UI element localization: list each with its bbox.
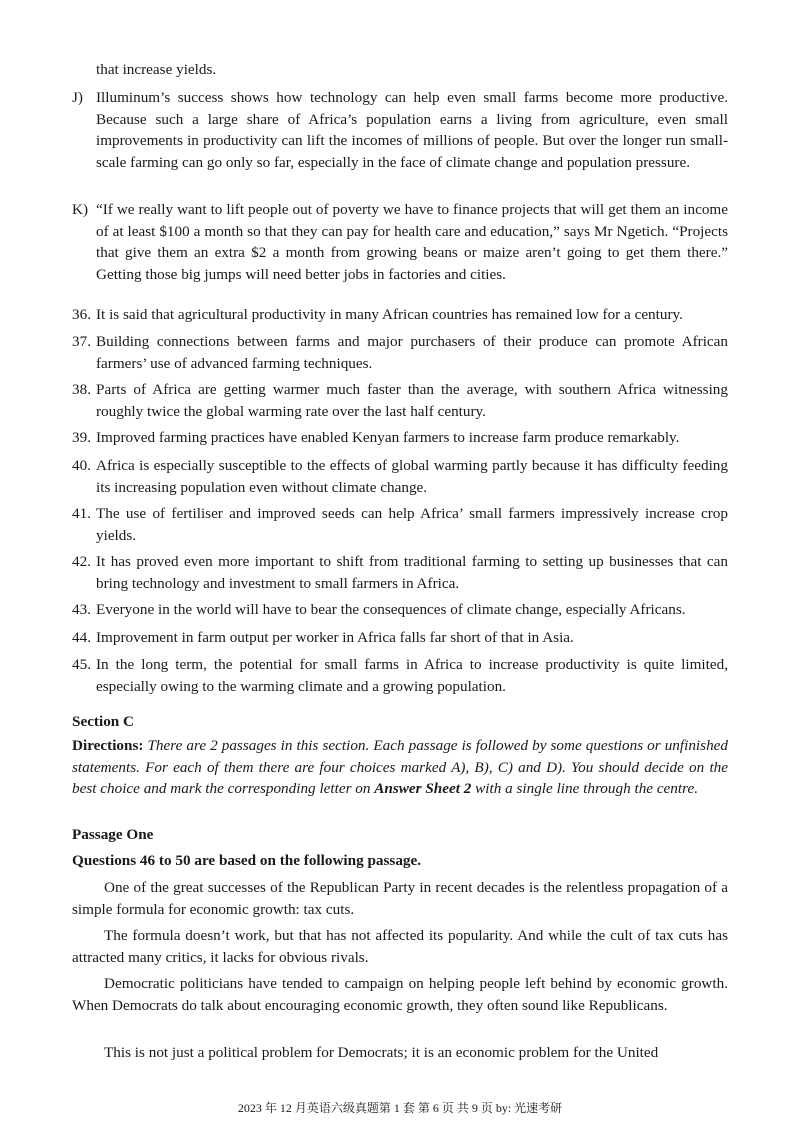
question-number: 37.	[72, 333, 91, 350]
question-number: 44.	[72, 629, 91, 646]
question-38	[72, 379, 728, 422]
question-40	[72, 455, 728, 498]
question-text: It is said that agricultural productivity in many African countries has remained low for a century.	[96, 306, 683, 323]
paragraph-text: “If we really want to lift people out of poverty we have to finance projects that will get them an income of at least $100 a month so that they can pay for health care and education,” says Mr Ngetich. “Projects that give them an extra $2 a month from growing beans or maize aren’t going to get them there.” Getting those big jumps will need better jobs in factories and cities.	[96, 201, 728, 283]
question-text: Improved farming practices have enabled Kenyan farmers to increase farm produce remarkably.	[96, 429, 680, 446]
page-footer: 2023 年 12 月英语六级真题第 1 套 第 6 页 共 9 页 by: 光速考研	[237, 1101, 563, 1115]
paragraph-text: Illuminum’s success shows how technology can help even small farms become more productive. Because such a large share of Africa’s population earns a living from agriculture, even small improvements in productivity can lift the incomes of millions of people. But over the longer run small-scale farming can go only so far, especially in the face of climate change and population pressure.	[96, 89, 728, 171]
question-36	[72, 304, 728, 326]
directions	[72, 735, 728, 800]
question-45	[72, 654, 728, 697]
directions-tail: with a single line through the centre.	[475, 780, 698, 797]
directions-label: Directions:	[72, 737, 144, 754]
paragraph-j	[72, 87, 728, 173]
paragraph-k	[72, 199, 728, 285]
question-44	[72, 627, 728, 649]
question-text: In the long term, the potential for small farms in Africa to increase productivity is quite limited, especially owing to the warming climate and a growing population.	[96, 656, 728, 695]
passage-intro: Questions 46 to 50 are based on the following passage.	[72, 852, 422, 869]
question-text: Improvement in farm output per worker in Africa falls far short of that in Asia.	[96, 629, 574, 646]
question-text: The use of fertiliser and improved seeds can help Africa’ small farmers impressively increase crop yields.	[96, 505, 728, 544]
question-number: 42.	[72, 553, 91, 570]
question-text: It has proved even more important to shift from traditional farming to setting up businesses that can bring technology and investment to small farmers in Africa.	[96, 553, 728, 592]
directions-text: There are 2 passages in this section. Each passage is followed by some questions or unfinished statements. For each of them there are four choices marked A), B), C) and D). You should decide on the best choice and mark the corresponding letter on	[72, 737, 728, 797]
question-number: 43.	[72, 601, 91, 618]
question-42	[72, 551, 728, 594]
question-39	[72, 427, 728, 449]
question-text: Africa is especially susceptible to the effects of global warming partly because it has difficulty feeding its increasing population even without climate change.	[96, 457, 728, 496]
question-number: 40.	[72, 457, 91, 474]
question-text: Parts of Africa are getting warmer much faster than the average, with southern Africa witnessing roughly twice the global warming rate over the last half century.	[96, 381, 728, 420]
question-41	[72, 503, 728, 546]
section-title: Section C	[72, 713, 135, 730]
answer-sheet-ref: Answer Sheet 2	[374, 780, 472, 797]
paragraph-label: J)	[72, 89, 83, 106]
question-text: Building connections between farms and major purchasers of their produce can promote African farmers’ use of advanced farming techniques.	[96, 333, 728, 372]
passage-paragraph: One of the great successes of the Republican Party in recent decades is the relentless propagation of a simple formula for economic growth: tax cuts.	[72, 879, 728, 918]
question-37	[72, 331, 728, 374]
question-number: 36.	[72, 306, 91, 323]
continuation-text: that increase yields.	[96, 61, 217, 78]
question-number: 45.	[72, 656, 91, 673]
passage-title: Passage One	[72, 826, 154, 843]
question-43	[72, 599, 728, 621]
passage-paragraph: Democratic politicians have tended to campaign on helping people left behind by economic growth. When Democrats do talk about encouraging economic growth, they often sound like Republicans.	[72, 975, 728, 1014]
question-number: 39.	[72, 429, 91, 446]
question-text: Everyone in the world will have to bear the consequences of climate change, especially Africans.	[96, 601, 686, 618]
question-number: 41.	[72, 505, 91, 522]
passage-paragraph: This is not just a political problem for Democrats; it is an economic problem for the United	[104, 1044, 659, 1061]
paragraph-label: K)	[72, 201, 89, 218]
question-number: 38.	[72, 381, 91, 398]
passage-paragraph: The formula doesn’t work, but that has not affected its popularity. And while the cult of tax cuts has attracted many critics, it lacks for obvious rivals.	[72, 927, 728, 966]
